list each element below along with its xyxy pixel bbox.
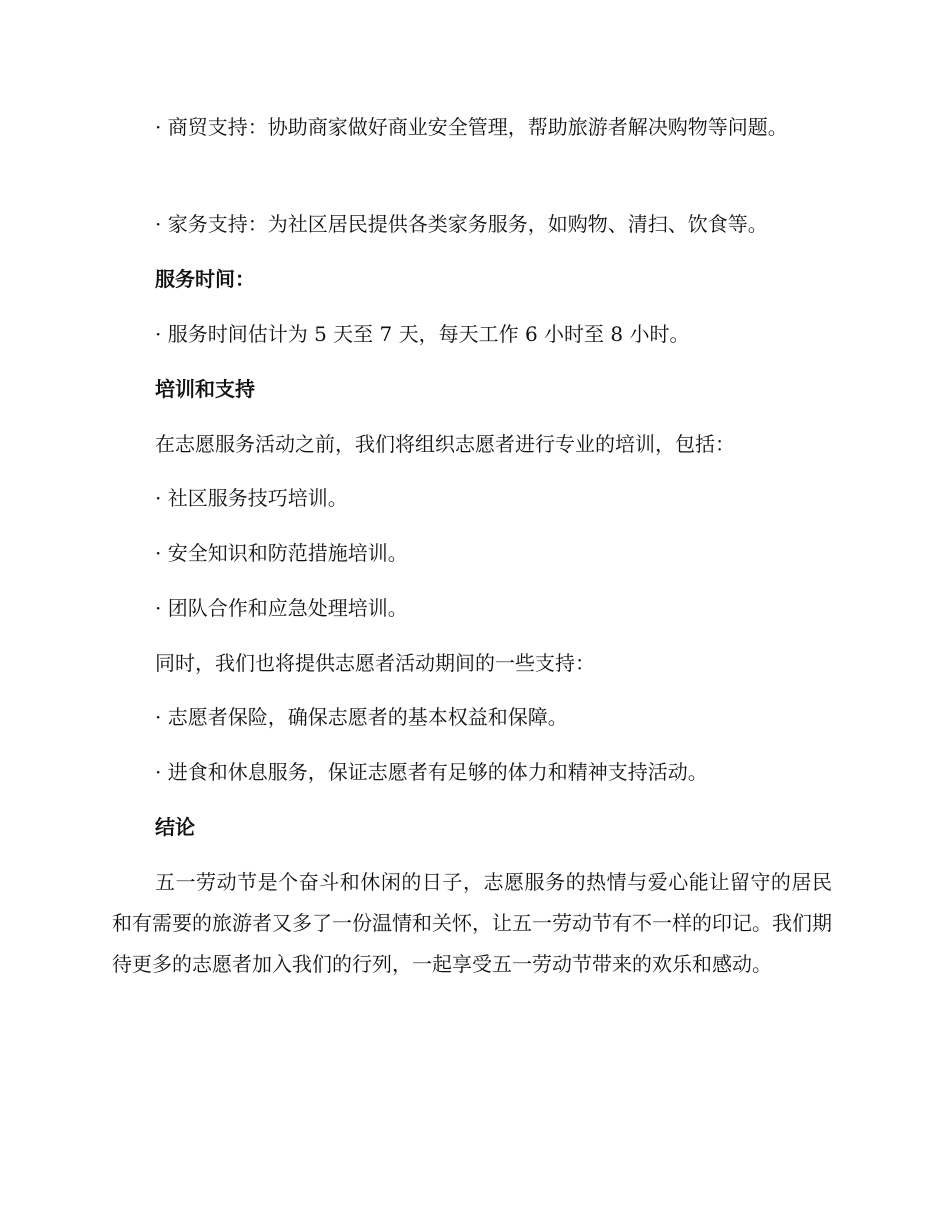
support-item-2: · 进食和休息服务，保证志愿者有足够的体力和精神支持活动。 xyxy=(155,760,708,784)
conclusion-body: 五一劳动节是个奋斗和休闲的日子，志愿服务的热情与爱心能让留守的居民和有需要的旅游者又多了一份温情和关怀，让五一劳动节有不一样的印记。我们期待更多的志愿者加入我们的行列，一起享受五一劳动节带来的欢乐和感动。 xyxy=(112,870,832,976)
training-item-3: · 团队合作和应急处理培训。 xyxy=(155,596,408,620)
training-item-1: · 社区服务技巧培训。 xyxy=(155,486,348,510)
conclusion-heading: 结论 xyxy=(155,815,195,839)
commerce-support-item: · 商贸支持：协助商家做好商业安全管理，帮助旅游者解决购物等问题。 xyxy=(155,115,788,139)
training-heading: 培训和支持 xyxy=(155,377,255,401)
support-item-1: · 志愿者保险，确保志愿者的基本权益和保障。 xyxy=(155,705,568,729)
household-support-item: · 家务支持：为社区居民提供各类家务服务，如购物、清扫、饮食等。 xyxy=(155,212,768,236)
support-intro: 同时，我们也将提供志愿者活动期间的一些支持： xyxy=(155,651,595,675)
training-item-2: · 安全知识和防范措施培训。 xyxy=(155,541,408,565)
service-time-heading: 服务时间： xyxy=(155,267,255,291)
training-intro: 在志愿服务活动之前，我们将组织志愿者进行专业的培训，包括： xyxy=(155,432,735,456)
service-time-detail: · 服务时间估计为 5 天至 7 天，每天工作 6 小时至 8 小时。 xyxy=(155,322,690,346)
